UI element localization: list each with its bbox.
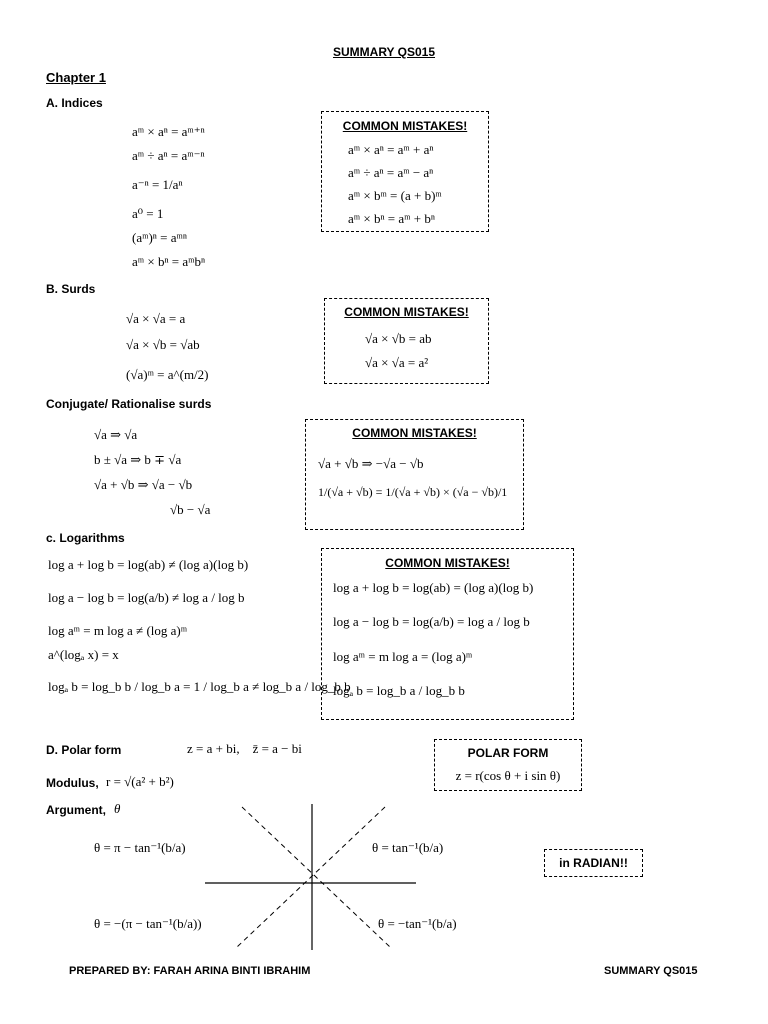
surds-formula: √a × √b = √ab (126, 337, 200, 352)
indices-mistakes-box (321, 111, 489, 232)
indices-mistake: aᵐ ÷ aⁿ = aᵐ − aⁿ (348, 165, 434, 180)
indices-formula-list (132, 120, 205, 274)
log-formula: log a − log b = log(a/b) ≠ log a / log b (48, 590, 245, 605)
radian-note: in RADIAN!! (559, 856, 628, 870)
argument-quadrant-3: θ = −(π − tan⁻¹(b/a)) (94, 916, 202, 931)
log-mistakes-box (321, 548, 574, 720)
log-mistake: logₐ b = log_b a / log_b b (333, 683, 465, 698)
polar-form-box (434, 739, 582, 791)
argument-quadrant-4: θ = −tan⁻¹(b/a) (378, 916, 457, 931)
indices-mistake: aᵐ × bⁿ = aᵐ + bⁿ (348, 211, 435, 226)
argument-label: Argument, (46, 803, 106, 817)
conjugate-formula: √a ⇒ √a (94, 427, 138, 442)
indices-formula: aᵐ ÷ aⁿ = aᵐ⁻ⁿ (132, 148, 205, 163)
modulus-formula: r = √(a² + b²) (106, 774, 174, 789)
chapter-heading: Chapter 1 (46, 70, 106, 85)
polar-form-title: POLAR FORM (467, 746, 549, 760)
indices-formula: aᵐ × bⁿ = aᵐbⁿ (132, 254, 206, 269)
indices-formula: a⁰ = 1 (132, 206, 164, 221)
argument-quadrant-1: θ = tan⁻¹(b/a) (372, 840, 444, 855)
surds-mistake: √a × √b = ab (365, 331, 432, 346)
argument-symbol: θ (114, 801, 121, 816)
surds-heading: B. Surds (46, 282, 96, 296)
indices-mistake: aᵐ × aⁿ = aᵐ + aⁿ (348, 142, 434, 157)
indices-formula: (aᵐ)ⁿ = aᵐⁿ (132, 230, 187, 245)
conjugate-heading: Conjugate/ Rationalise surds (46, 397, 212, 411)
surds-mistakes-title: COMMON MISTAKES! (344, 305, 469, 319)
surds-formula: √a × √a = a (126, 311, 186, 326)
surds-mistakes-box (324, 298, 489, 384)
indices-formula: aᵐ × aⁿ = aᵐ⁺ⁿ (132, 124, 205, 139)
log-heading: c. Logarithms (46, 531, 125, 545)
surds-mistake: √a × √a = a² (365, 355, 429, 370)
log-formula: logₐ b = log_b b / log_b a = 1 / log_b a ≠ log_b a / log_b b (48, 679, 351, 694)
conjugate-mistake: √a + √b ⇒ −√a − √b (318, 456, 424, 471)
conjugate-formula-list (94, 422, 210, 522)
surds-formula: (√a)ᵐ = a^(m/2) (126, 367, 209, 382)
modulus-label: Modulus, (46, 776, 99, 790)
log-mistake: log a − log b = log(a/b) = log a / log b (333, 614, 530, 629)
conjugate-mistakes-box (305, 419, 524, 530)
conjugate-mistakes-title: COMMON MISTAKES! (352, 426, 477, 440)
argument-quadrant-2: θ = π − tan⁻¹(b/a) (94, 840, 186, 855)
log-formula: log a + log b = log(ab) ≠ (log a)(log b) (48, 557, 249, 572)
indices-formula: a⁻ⁿ = 1/aⁿ (132, 177, 183, 192)
dashed-diagonal (242, 807, 390, 947)
polar-form-formula: z = r(cos θ + i sin θ) (455, 768, 561, 783)
log-mistake: log aᵐ = m log a = (log a)ᵐ (333, 649, 473, 664)
conjugate-mistake: 1/(√a + √b) = 1/(√a + √b) × (√a − √b)/1 (318, 485, 508, 499)
log-mistake: log a + log b = log(ab) = (log a)(log b) (333, 580, 534, 595)
conjugate-formula: √a + √b ⇒ √a − √b (94, 477, 193, 492)
footer-summary: SUMMARY QS015 (604, 965, 698, 977)
conjugate-formula: √b − √a (170, 502, 211, 517)
polar-z-definition: z = a + bi, z̄ = a − bi (187, 741, 302, 756)
page-title: SUMMARY QS015 (332, 45, 436, 59)
indices-heading: A. Indices (46, 96, 103, 110)
log-formula: a^(logₐ x) = x (48, 647, 119, 662)
log-formula-list (48, 553, 351, 707)
polar-heading: D. Polar form (46, 743, 122, 757)
radian-note-box (544, 849, 643, 877)
footer-prepared-by: PREPARED BY: FARAH ARINA BINTI IBRAHIM (69, 965, 311, 977)
dashed-diagonal (237, 807, 385, 947)
indices-mistakes-title: COMMON MISTAKES! (342, 119, 468, 133)
surds-formula-list (126, 306, 209, 392)
conjugate-formula: b ± √a ⇒ b ∓ √a (94, 452, 182, 467)
log-mistakes-title: COMMON MISTAKES! (385, 556, 510, 570)
log-formula: log aᵐ = m log a ≠ (log a)ᵐ (48, 623, 188, 638)
indices-mistake: aᵐ × bᵐ = (a + b)ᵐ (348, 188, 442, 203)
